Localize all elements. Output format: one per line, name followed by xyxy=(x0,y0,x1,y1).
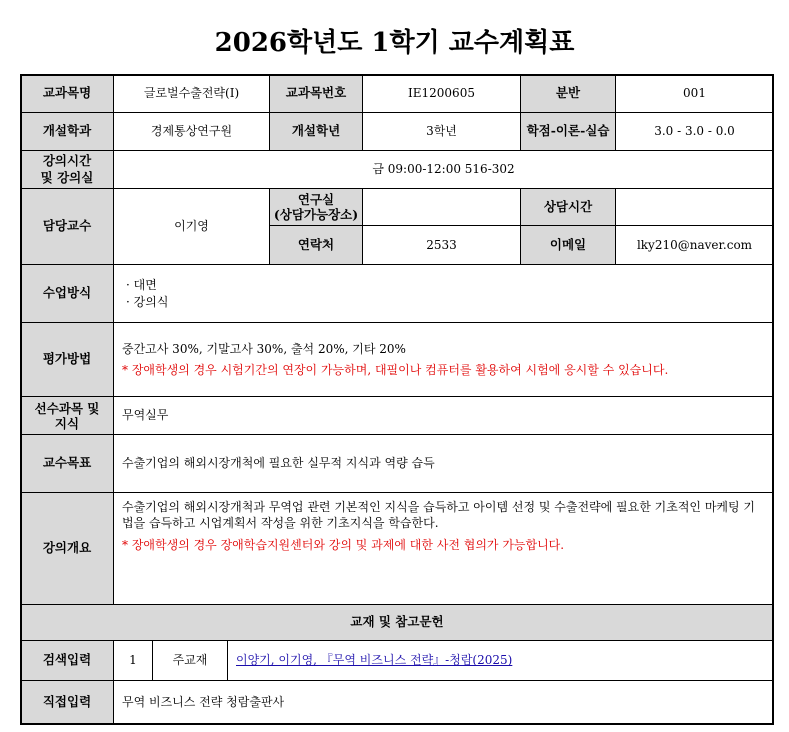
evaluation-text: 중간고사 30%, 기말고사 30%, 출석 20%, 기타 20% xyxy=(122,342,406,357)
book-type: 주교재 xyxy=(152,640,228,681)
page-title: 2026학년도 1학기 교수계획표 xyxy=(214,28,575,58)
label-search-input: 검색입력 xyxy=(20,640,114,681)
office-hours-value xyxy=(615,188,774,226)
label-office-hours: 상담시간 xyxy=(520,188,616,226)
book-number: 1 xyxy=(113,640,153,681)
method-value xyxy=(113,264,774,323)
book-reference xyxy=(227,640,774,681)
textbook-header: 교재 및 참고문헌 xyxy=(20,604,774,641)
label-year: 개설학년 xyxy=(269,112,363,151)
label-method: 수업방식 xyxy=(20,264,114,323)
label-time-room: 강의시간 및 강의실 xyxy=(20,150,114,189)
dept-value: 경제통상연구원 xyxy=(113,112,270,151)
method-item: · 대면 xyxy=(126,278,157,293)
label-credit: 학점-이론-실습 xyxy=(520,112,616,151)
label-goal: 교수목표 xyxy=(20,434,114,493)
course-name-value: 글로벌수출전략(I) xyxy=(113,74,270,113)
evaluation-note: * 장애학생의 경우 시험기간의 연장이 가능하며, 대필이나 컴퓨터를 활용하여 시험에 응시할 수 있습니다. xyxy=(122,362,669,377)
course-code-value: IE1200605 xyxy=(362,74,521,113)
overview-value xyxy=(113,492,774,605)
label-overview: 강의개요 xyxy=(20,492,114,605)
label-course-name: 교과목명 xyxy=(20,74,114,113)
label-course-code: 교과목번호 xyxy=(269,74,363,113)
goal-value: 수출기업의 해외시장개척에 필요한 실무적 지식과 역량 습득 xyxy=(113,434,774,493)
section-value: 001 xyxy=(615,74,774,113)
contact-value: 2533 xyxy=(362,225,521,265)
label-evaluation: 평가방법 xyxy=(20,322,114,397)
book-reference-link[interactable]: 이양기, 이기영, 『무역 비즈니스 전략』-청람(2025) xyxy=(236,653,513,668)
label-professor: 담당교수 xyxy=(20,188,114,265)
label-prereq: 선수과목 및 지식 xyxy=(20,396,114,435)
label-section: 분반 xyxy=(520,74,616,113)
direct-input-value: 무역 비즈니스 전략 청람출판사 xyxy=(113,680,774,725)
professor-value: 이기영 xyxy=(113,188,270,265)
label-office: 연구실 (상담가능장소) xyxy=(269,188,363,226)
year-value: 3학년 xyxy=(362,112,521,151)
label-dept: 개설학과 xyxy=(20,112,114,151)
credit-value: 3.0 - 3.0 - 0.0 xyxy=(615,112,774,151)
evaluation-value xyxy=(113,322,774,397)
label-email: 이메일 xyxy=(520,225,616,265)
overview-text: 수출기업의 해외시장개척과 무역업 관련 기본적인 지식을 습득하고 아이템 선정 및 수출전략에 필요한 기초적인 마케팅 기법을 습득하고 시업계획서 작성을 위한 기초지식을 학습한다. xyxy=(122,500,756,531)
email-value[interactable]: lky210@naver.com xyxy=(615,225,774,265)
office-value xyxy=(362,188,521,226)
time-room-value: 금 09:00-12:00 516-302 xyxy=(113,150,774,189)
prereq-value: 무역실무 xyxy=(113,396,774,435)
label-contact: 연락처 xyxy=(269,225,363,265)
label-direct-input: 직접입력 xyxy=(20,680,114,725)
overview-note: * 장애학생의 경우 장애학습지원센터와 강의 및 과제에 대한 사전 협의가 가능합니다. xyxy=(122,538,565,553)
method-item: · 강의식 xyxy=(126,294,169,309)
